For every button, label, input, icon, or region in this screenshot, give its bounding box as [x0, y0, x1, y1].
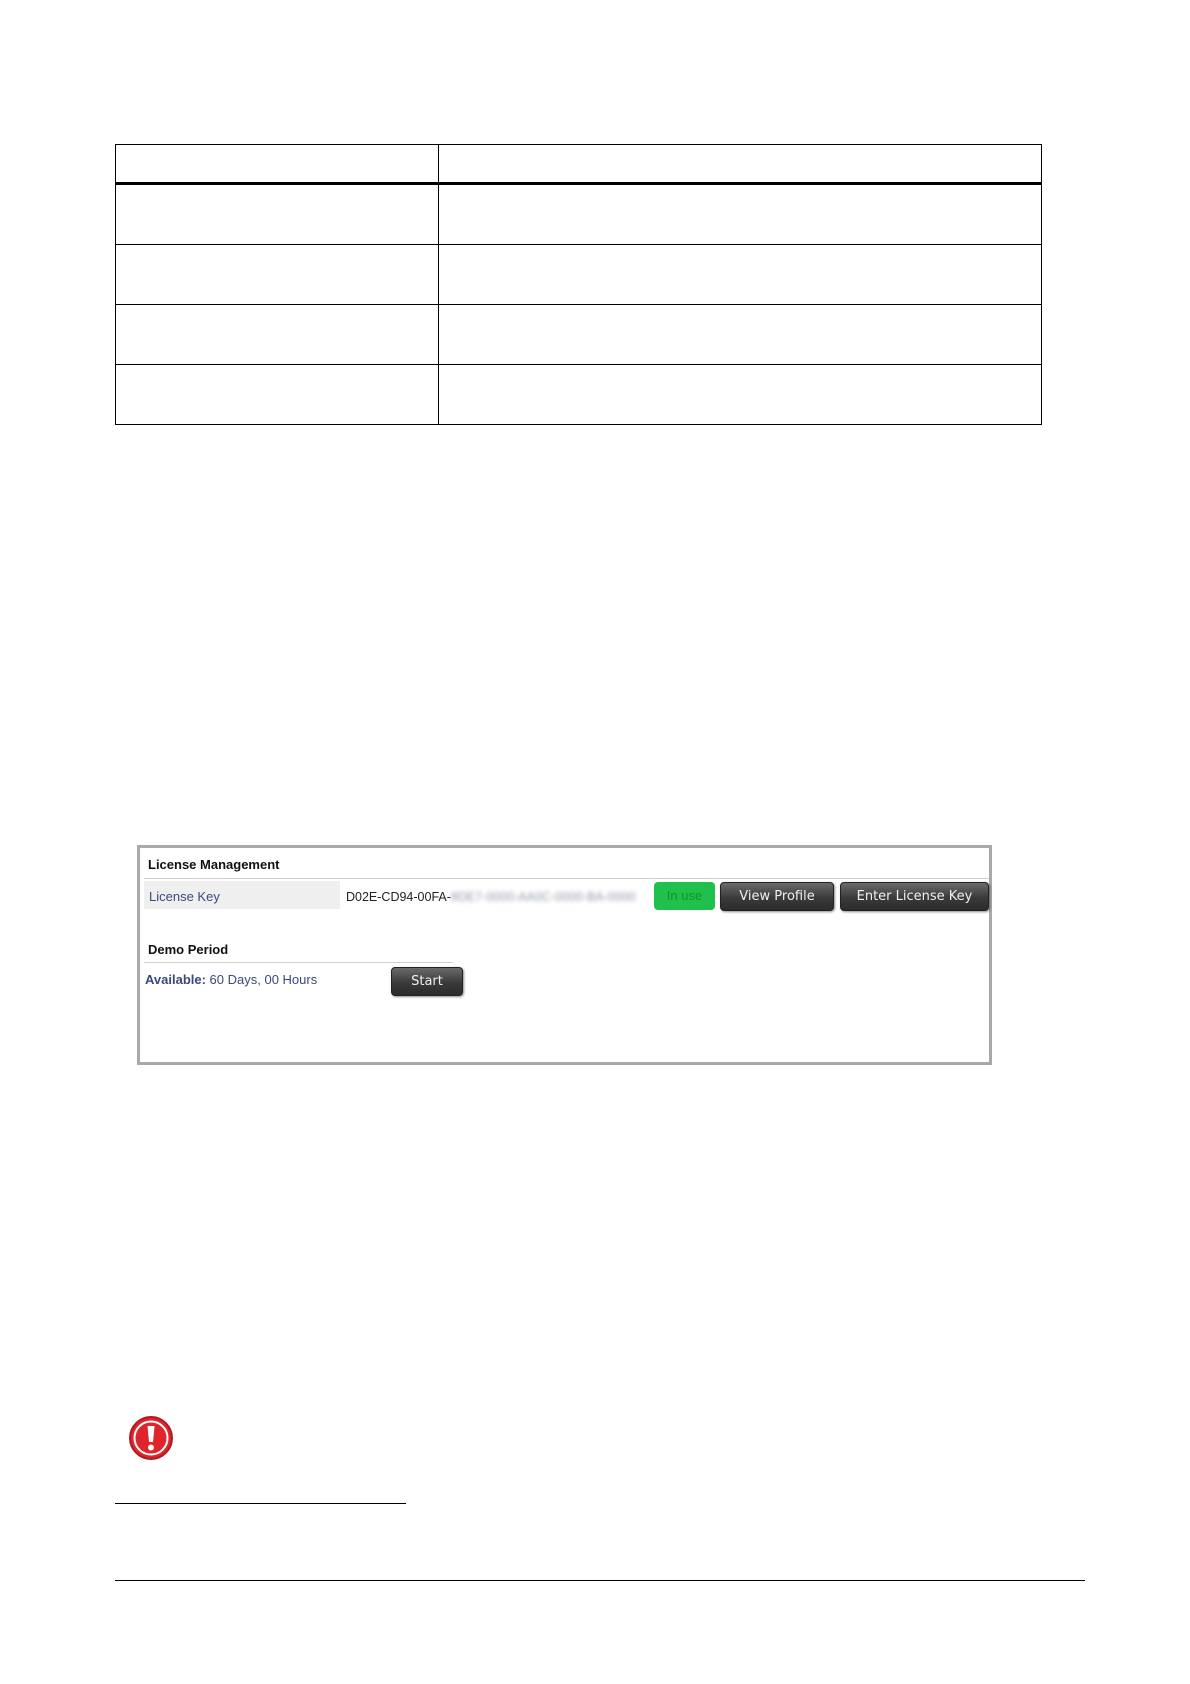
table-header-cell [439, 145, 1042, 184]
demo-availability [145, 972, 317, 987]
table-cell [439, 365, 1042, 425]
demo-period-title: Demo Period [148, 942, 229, 957]
table-row [116, 365, 1042, 425]
view-profile-button[interactable]: View Profile [720, 882, 834, 911]
section-divider [144, 878, 989, 879]
table-row [116, 245, 1042, 305]
available-value: 60 Days, 00 Hours [205, 972, 318, 987]
table-row [116, 305, 1042, 365]
license-panel-screenshot [137, 845, 992, 1065]
enter-license-key-button[interactable]: Enter License Key [840, 882, 989, 911]
table-header-row [116, 145, 1042, 184]
table-cell [116, 184, 439, 245]
section-divider [144, 962, 453, 963]
table-cell [116, 245, 439, 305]
table-cell [116, 365, 439, 425]
license-management-title: License Management [148, 857, 280, 872]
table-header-cell [116, 145, 439, 184]
footer-rule [115, 1580, 1085, 1581]
license-key-visible: D02E-CD94-00FA- [346, 890, 451, 904]
table-row [116, 184, 1042, 245]
available-label: Available: [145, 972, 206, 987]
footnote-separator [115, 1503, 406, 1504]
license-key-label: License Key [149, 889, 220, 904]
table-cell [439, 245, 1042, 305]
table-cell [439, 184, 1042, 245]
start-demo-button[interactable]: Start [391, 967, 463, 996]
table-cell [439, 305, 1042, 365]
document-table [115, 144, 1042, 425]
license-key-obscured: 8DE7-0000-AA0C-0000-BA-0000 [450, 890, 636, 904]
table-cell [116, 305, 439, 365]
license-key-value [346, 890, 636, 904]
status-badge: In use [654, 882, 715, 910]
exclamation-circle-icon [128, 1415, 174, 1461]
